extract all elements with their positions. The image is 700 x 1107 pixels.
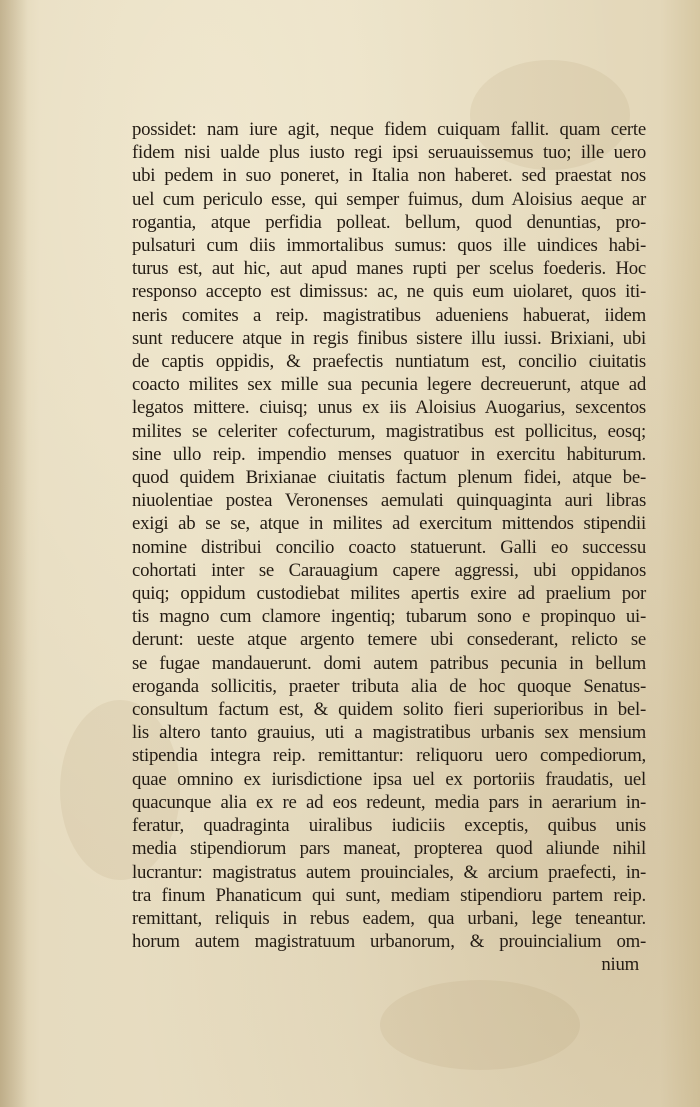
text-line: ubi pedem in suo poneret, in Italia non haberet. sed praestat nos <box>132 165 646 187</box>
text-line: possidet: nam iure agit, neque fidem cuiquam fallit. quam certe <box>132 119 646 140</box>
text-line: se fugae mandauerunt. domi autem patribus pecunia in bellum <box>132 652 646 674</box>
text-line: quacunque alia ex re ad eos redeunt, media pars in aerarium in- <box>132 791 646 813</box>
text-line: sine ullo reip. impendio menses quatuor in exercitu habiturum. <box>132 443 646 465</box>
spine-shadow <box>0 0 28 1107</box>
text-line: quiq; oppidum custodiebat milites apertis exire ad praelium por <box>132 583 646 605</box>
text-line: derunt: ueste atque argento temere ubi consederant, relicto se <box>132 629 646 651</box>
text-line: coacto milites sex mille sua pecunia legere decreuerunt, atque ad <box>132 374 646 396</box>
text-line: media stipendiorum pars maneat, propterea quod aliunde nihil <box>132 838 646 860</box>
text-line: de captis oppidis, & praefectis nuntiatum est, concilio ciuitatis <box>132 351 646 373</box>
text-line: tra finum Phanaticum qui sunt, mediam stipendioru partem reip. <box>132 884 646 906</box>
text-line: stipendia integra reip. remittantur: reliquoru uero compediorum, <box>132 745 646 767</box>
text-line: quae omnino ex iurisdictione ipsa uel ex portoriis fraudatis, uel <box>132 768 646 790</box>
text-line: milites se celeriter cofecturum, magistratibus est pollicitus, eosq; <box>132 420 646 442</box>
paper-stain <box>380 980 580 1070</box>
text-line: fidem nisi ualde plus iusto regi ipsi seruauissemus tuo; ille uero <box>132 142 646 164</box>
text-line: pulsaturi cum diis immortalibus sumus: quos ille uindices habi- <box>132 235 646 257</box>
text-line: neris comites a reip. magistratibus adueniens habuerat, iidem <box>132 304 646 326</box>
text-line: lucrantur: magistratus autem prouinciales, & arcium praefecti, in- <box>132 861 646 883</box>
text-line: eroganda sollicitis, praeter tributa alia de hoc quoque Senatus- <box>132 675 646 697</box>
text-line: niuolentiae postea Veronenses aemulati quinquaginta auri libras <box>132 490 646 512</box>
text-line: remittant, reliquis in rebus eadem, qua urbani, lege teneantur. <box>132 907 646 929</box>
text-line: sunt reducere atque in regis finibus sistere illu iussi. Brixiani, ubi <box>132 327 646 349</box>
body-text <box>132 118 646 977</box>
text-line: consultum factum est, & quidem solito fieri superioribus in bel- <box>132 699 646 721</box>
text-line: cohortati inter se Carauagium capere aggressi, ubi oppidanos <box>132 559 646 581</box>
text-line: turus est, aut hic, aut apud manes rupti per scelus foederis. Hoc <box>132 258 646 280</box>
text-line: legatos mittere. ciuisq; unus ex iis Aloisius Auogarius, sexcentos <box>132 397 646 419</box>
text-line: lis altero tanto grauius, uti a magistratibus urbanis sex mensium <box>132 722 646 744</box>
text-line: nomine distribui concilio coacto statuerunt. Galli eo successu <box>132 536 646 558</box>
text-line: rogantia, atque perfidia polleat. bellum, quod denuntias, pro- <box>132 211 646 233</box>
text-line: horum autem magistratuum urbanorum, & prouincialium om- <box>132 931 646 953</box>
text-line: responso accepto est dimissus: ac, ne quis eum uiolaret, quos iti- <box>132 281 646 303</box>
text-line: tis magno cum clamore ingentiq; tubarum sono e propinquo ui- <box>132 606 646 628</box>
text-line: exigi ab se se, atque in milites ad exercitum mittendos stipendii <box>132 513 646 535</box>
text-line: feratur, quadraginta uiralibus iudiciis exceptis, quibus unis <box>132 815 646 837</box>
text-line: quod quidem Brixianae ciuitatis factum plenum fidei, atque be- <box>132 467 646 489</box>
text-line: uel cum periculo esse, qui semper fuimus, dum Aloisius aeque ar <box>132 188 646 210</box>
text-line: nium <box>601 954 639 976</box>
